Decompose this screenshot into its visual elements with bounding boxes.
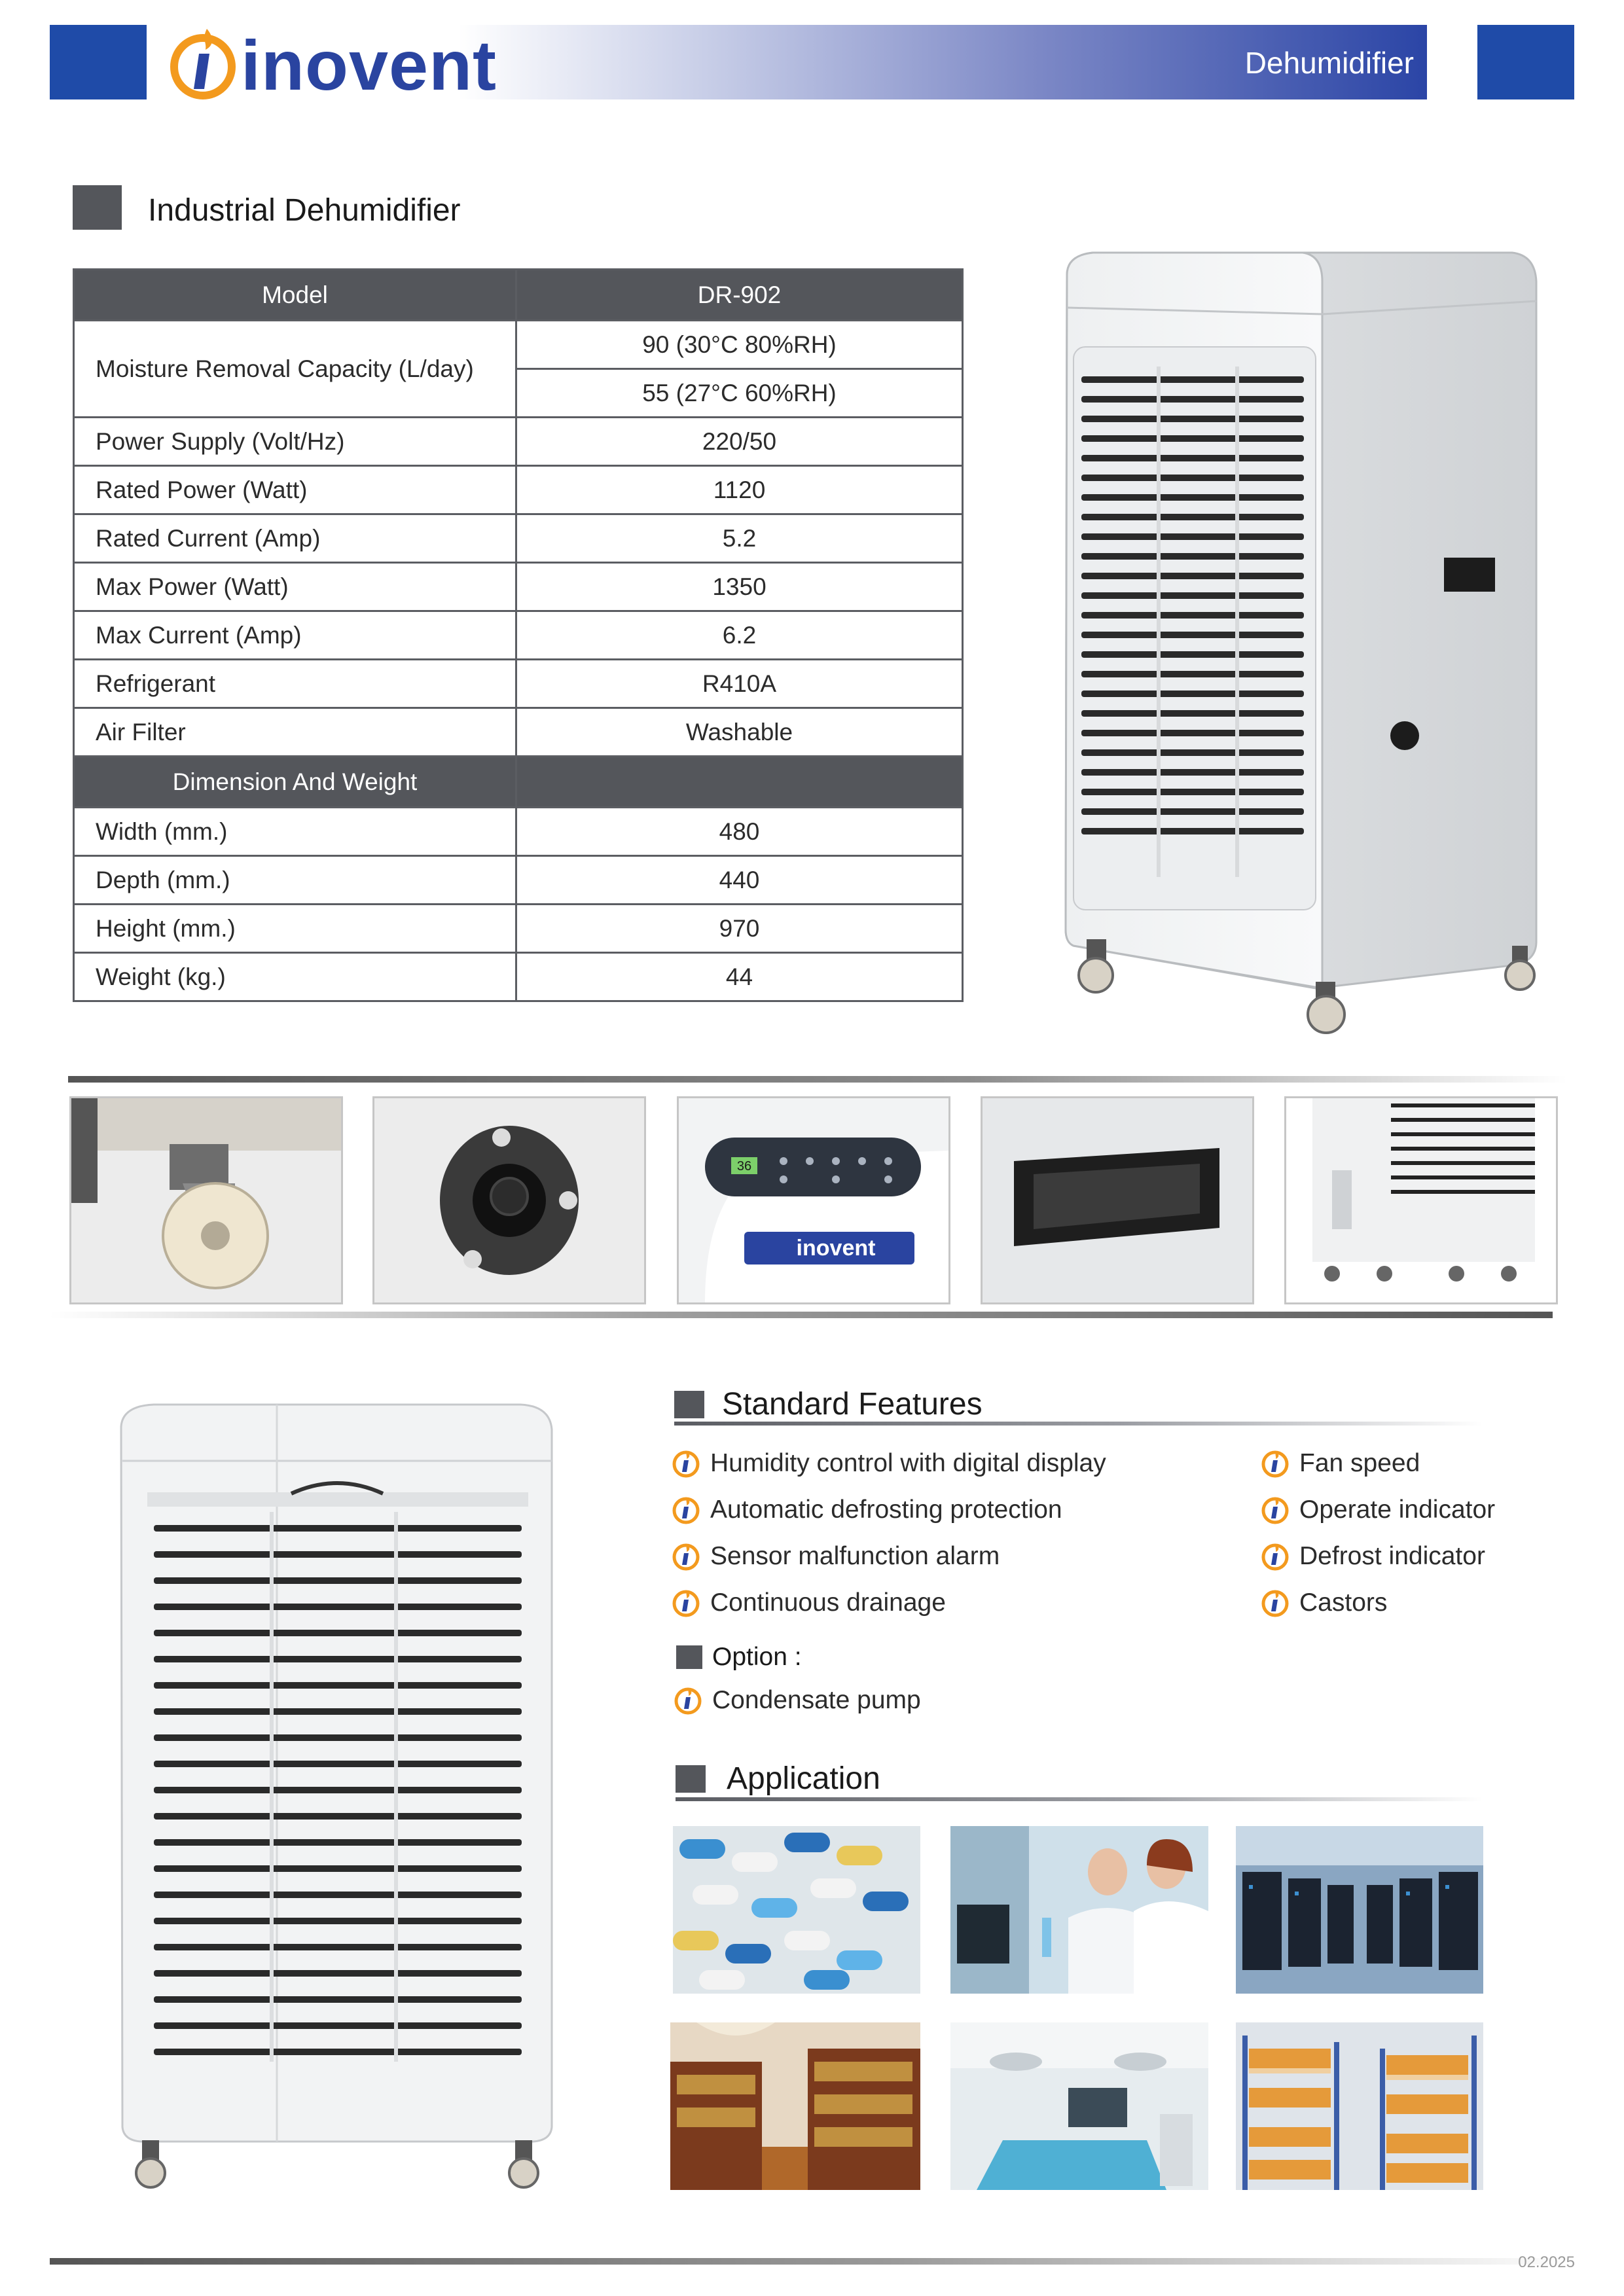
dim-label: Width (mm.) (74, 808, 516, 856)
option-label: Option : (712, 1643, 802, 1671)
spec-value: 1350 (516, 563, 963, 611)
dim-label: Depth (mm.) (74, 856, 516, 905)
spec-value: 220/50 (516, 418, 963, 466)
features-square (674, 1391, 704, 1418)
panel-display: 36 (736, 1159, 752, 1174)
feature-item (1260, 1583, 1387, 1623)
dimension-header-row (74, 757, 963, 808)
product-image-front (115, 1401, 566, 2193)
feature-text: Humidity control with digital display (710, 1449, 1106, 1477)
detail-castor (69, 1096, 343, 1304)
application-data-center (1236, 1826, 1483, 1994)
footer-rule (50, 2258, 1575, 2265)
detail-rear-view (1284, 1096, 1558, 1304)
table-row (74, 660, 963, 708)
table-row (74, 418, 963, 466)
spec-table (73, 268, 964, 1002)
header-left-block (50, 25, 147, 99)
dim-value: 480 (516, 808, 963, 856)
feature-bullet-icon (671, 1588, 701, 1618)
feature-bullet-icon (1260, 1541, 1290, 1571)
capacity-label: Moisture Removal Capacity (L/day) (74, 321, 516, 418)
spec-value: Washable (516, 708, 963, 757)
feature-item (671, 1444, 1106, 1483)
application-library (670, 2022, 920, 2190)
table-row (74, 321, 963, 369)
table-row (74, 808, 963, 856)
footer-date: 02.2025 (1518, 2253, 1575, 2271)
spec-value: 6.2 (516, 611, 963, 660)
application-title: Application (727, 1761, 880, 1796)
feature-text: Fan speed (1299, 1449, 1420, 1477)
logo-emblem-icon (169, 20, 247, 105)
logo-wordmark: inovent (241, 26, 497, 105)
option-text: Condensate pump (712, 1686, 921, 1714)
application-rule (676, 1797, 1483, 1801)
header-right-block (1477, 25, 1574, 99)
model-value: DR-902 (516, 270, 963, 321)
spec-value: 5.2 (516, 514, 963, 563)
features-title: Standard Features (722, 1387, 983, 1422)
option-item (673, 1681, 921, 1720)
table-row (74, 514, 963, 563)
feature-text: Continuous drainage (710, 1588, 946, 1617)
spec-label: Refrigerant (74, 660, 516, 708)
detail-handle (981, 1096, 1254, 1304)
dim-value: 970 (516, 905, 963, 953)
spec-label: Rated Current (Amp) (74, 514, 516, 563)
option-square (676, 1645, 702, 1669)
brand-logo (169, 20, 497, 105)
feature-text: Sensor malfunction alarm (710, 1542, 1000, 1570)
detail-control-panel (677, 1096, 950, 1304)
feature-bullet-icon (1260, 1495, 1290, 1525)
spec-label: Rated Power (Watt) (74, 466, 516, 514)
feature-bullet-icon (671, 1541, 701, 1571)
dimension-header: Dimension And Weight (74, 757, 516, 808)
product-image-angled (1054, 249, 1545, 1047)
dim-label: Height (mm.) (74, 905, 516, 953)
capacity-value: 55 (27°C 60%RH) (516, 369, 963, 418)
feature-bullet-icon (673, 1685, 703, 1715)
application-operating-room (950, 2022, 1208, 2190)
table-row (74, 611, 963, 660)
dim-value: 44 (516, 953, 963, 1001)
application-warehouse (1236, 2022, 1483, 2190)
feature-text: Automatic defrosting protection (710, 1496, 1062, 1524)
spec-label: Max Current (Amp) (74, 611, 516, 660)
table-row (74, 905, 963, 953)
feature-bullet-icon (1260, 1588, 1290, 1618)
detail-drain-port (372, 1096, 646, 1304)
table-row (74, 466, 963, 514)
feature-item (671, 1490, 1062, 1530)
features-rule (674, 1422, 1483, 1426)
application-laboratory (950, 1826, 1208, 1994)
spec-label: Max Power (Watt) (74, 563, 516, 611)
dim-value: 440 (516, 856, 963, 905)
spec-value: 1120 (516, 466, 963, 514)
model-label: Model (74, 270, 516, 321)
feature-item (1260, 1444, 1420, 1483)
feature-item (671, 1537, 1000, 1576)
table-row (74, 953, 963, 1001)
table-row (74, 708, 963, 757)
application-square (676, 1765, 706, 1793)
feature-text: Castors (1299, 1588, 1388, 1617)
application-pharmaceutical (673, 1826, 920, 1994)
feature-text: Defrost indicator (1299, 1542, 1485, 1570)
table-row (74, 856, 963, 905)
table-row (74, 563, 963, 611)
spec-label: Power Supply (Volt/Hz) (74, 418, 516, 466)
spec-value: R410A (516, 660, 963, 708)
dim-label: Weight (kg.) (74, 953, 516, 1001)
feature-text: Operate indicator (1299, 1496, 1496, 1524)
page-title: Industrial Dehumidifier (148, 193, 461, 228)
title-square (73, 185, 122, 230)
feature-bullet-icon (671, 1448, 701, 1479)
detail-strip-top-rule (68, 1076, 1567, 1083)
panel-brand: inovent (796, 1236, 876, 1261)
feature-item (671, 1583, 946, 1623)
feature-bullet-icon (1260, 1448, 1290, 1479)
spec-label: Air Filter (74, 708, 516, 757)
detail-strip-bottom-rule (50, 1312, 1553, 1318)
feature-item (1260, 1490, 1495, 1530)
capacity-value: 90 (30°C 80%RH) (516, 321, 963, 369)
feature-item (1260, 1537, 1485, 1576)
spec-header-row (74, 270, 963, 321)
header-category: Dehumidifier (1244, 46, 1414, 80)
feature-bullet-icon (671, 1495, 701, 1525)
